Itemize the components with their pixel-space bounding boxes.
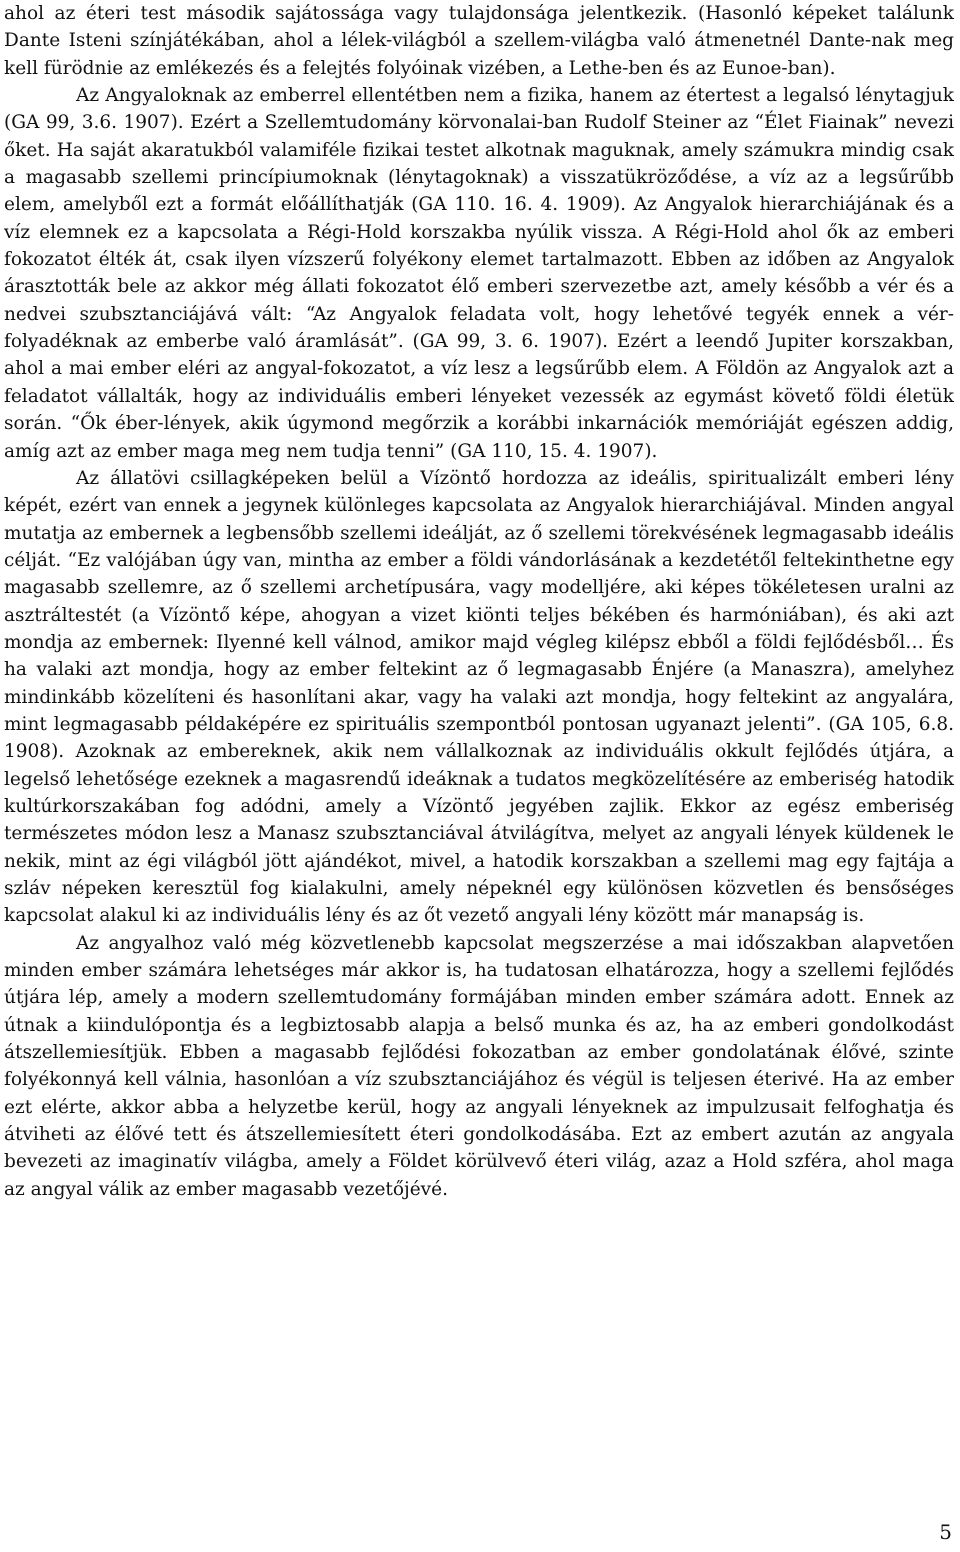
document-page [4,0,954,1203]
paragraph-4: Az angyalhoz való még közvetlenebb kapcsolat megszerzése a mai időszakban alapvetően minden ember számára lehetséges már akkor is, ha tudatosan elhatározza, hogy a szellemi fejlődés útjára lép, amely a modern szellemtudomány formájában minden ember számára adott. Ennek az útnak a kiindulópontja és a legbiztosabb alapja a belső munka és az, ha az emberi gondolkodást átszellemiesítjük. Ebben a magasabb fejlődési fokozatban az ember gondolatának élővé, szinte folyékonnyá kell válnia, hasonlóan a víz szubsztanciájához és végül is teljesen éterivé. Ha az ember ezt elérte, akkor abba a helyzetbe kerül, hogy az angyali lényeknek az impulzusait felfoghatja és átviheti az élővé tett és átszellemiesített éteri gondolkodásába. Ezt az embert azután az angyala bevezeti az imaginatív világba, amely a Földet körülvevő éteri világ, azaz a Hold szféra, ahol maga az angyal válik az ember magasabb vezetőjévé. [4,932,954,1200]
paragraph-1: ahol az éteri test második sajátossága vagy tulajdonsága jelentkezik. (Hasonló képeket találunk Dante Isteni színjátékában, ahol a lélek-világból a szellem-világba való átmenetnél Dante-nak meg kell fürödnie az emlékezés és a felejtés folyóinak vizében, a Lethe-ben és az Eunoe-ban). [4,3,954,79]
paragraph-3: Az állatövi csillagképeken belül a Vízöntő hordozza az ideális, spiritualizált emberi lény képét, ezért van ennek a jegynek különleges kapcsolata az Angyalok hierarchiájával. Minden angyal mutatja az embernek a legbensőbb szellemi ideálját, az ő szellemi törekvésének legmagasabb ideális célját. “Ez valójában úgy van, mintha az ember a földi vándorlásának a kezdetétől feltekinthetne egy magasabb szellemre, az ő szellemi archetípusára, vagy modelljére, aki képes tökéletesen uralni az asztráltestét (a Vízöntő képe, ahogyan a vizet kiönti teljes békében és harmóniában), és aki azt mondja az embernek: Ilyenné kell válnod, amikor majd végleg kilépsz ebből a földi fejlődésből… És ha valaki azt mondja, hogy az ember feltekint az ő legmagasabb Énjére (a Manaszra), amelyhez mindinkább közelíteni és hasonlítani akar, vagy ha valaki azt mondja, hogy feltekint az angyalára, mint legmagasabb példaképére ez spirituális szempontból pontosan ugyanazt jelenti”. (GA 105, 6.8. 1908). Azoknak az embereknek, akik nem vállalkoznak az individuális okkult fejlődés útjára, a legelső lehetősége ezeknek a magasrendű ideáknak a tudatos megközelítésére az emberiség hatodik kultúrkorszakában fog adódni, amely a Vízöntő jegyében zajlik. Ekkor az egész emberiség természetes módon lesz a Manasz szubsztanciával átvilágítva, melyet az angyali lények küldenek le nekik, mint az égi világból jött ajándékot, mivel, a hatodik korszakban a szellemi mag egy fajtája a szláv népeken keresztül fog kialakulni, amely népeknél egy különösen közvetlen és bensőséges kapcsolat alakul ki az individuális lény és az őt vezető angyali lény között már manapság is. [4,467,954,927]
page-number: 5 [939,1520,952,1544]
paragraph-2: Az Angyaloknak az emberrel ellentétben nem a fizika, hanem az étertest a legalsó lénytagjuk (GA 99, 3.6. 1907). Ezért a Szellemtudomány körvonalai-ban Rudolf Steiner az “Élet Fiainak” nevezi őket. Ha saját akaratukból valamiféle fizikai testet alkotnak maguknak, amely számukra mindig csak a magasabb szellemi princípiumoknak (lénytagoknak) a visszatükröződése, a víz az a legsűrűbb elem, amelyből ezt a formát előállíthatják (GA 110. 16. 4. 1909). Az Angyalok hierarchiájának és a víz elemnek ez a kapcsolata a Régi-Hold korszakba nyúlik vissza. A Régi-Hold ahol ők az emberi fokozatot élték át, csak ilyen vízszerű folyékony elemet tartalmazott. Ebben az időben az Angyalok árasztották bele az akkor még állati fokozatot élő emberi szervezetbe azt, amely később a vér és a nedvei szubsztanciájává vált: “Az Angyalok feladata volt, hogy lehetővé tegyék ennek a vér-folyadéknak az emberbe való áramlását”. (GA 99, 3. 6. 1907). Ezért a leendő Jupiter korszakban, ahol a mai ember eléri az angyal-fokozatot, a víz lesz a legsűrűbb elem. A Földön az Angyalok azt a feladatot vállalták, hogy az individuális emberi lényeket vezessék az egymást követő földi életük során. “Ők éber-lények, akik úgymond megőrzik a korábbi inkarnációk memóriáját egészen addig, amíg azt az ember maga meg nem tudja tenni” (GA 110, 15. 4. 1907). [4,85,954,462]
